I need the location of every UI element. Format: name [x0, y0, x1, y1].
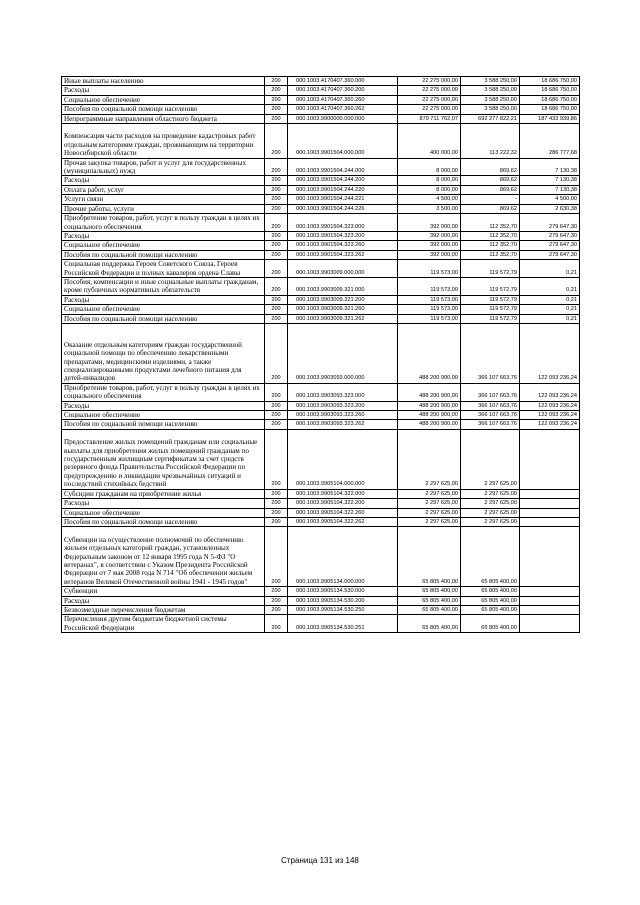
row-name: Расходы	[62, 499, 265, 508]
row-vr-code: 200	[265, 305, 288, 314]
row-remaining-amount: 122 093 236,24	[520, 420, 580, 429]
row-budget-code: 000.1003.9901504.323.262	[288, 250, 398, 259]
row-budget-code: 000.1003.9903009.000.000	[288, 260, 398, 278]
row-budget-code: 000.1003.9905134.000.000	[288, 527, 398, 587]
row-vr-code: 200	[265, 214, 288, 232]
row-budget-code: 000.1003.9905104.000.000	[288, 429, 398, 489]
row-name: Прочие работы, услуги	[62, 204, 265, 213]
row-approved-amount: 65 805 400,00	[398, 596, 461, 605]
row-name: Перечисления другим бюджетам бюджетной системы Российской Федерации	[62, 615, 265, 633]
row-name: Расходы	[62, 295, 265, 304]
row-name: Социальное обеспечение	[62, 95, 265, 104]
row-remaining-amount	[520, 499, 580, 508]
row-name: Непрограммные направления областного бюджета	[62, 114, 265, 123]
row-name: Социальное обеспечение	[62, 411, 265, 420]
row-remaining-amount: 18 686 750,00	[520, 105, 580, 114]
row-name: Субвенции	[62, 587, 265, 596]
row-approved-amount: 2 297 625,00	[398, 517, 461, 526]
row-remaining-amount: 279 647,30	[520, 241, 580, 250]
row-executed-amount: 112 352,70	[461, 231, 520, 240]
row-vr-code: 200	[265, 241, 288, 250]
table-row	[62, 114, 580, 123]
row-budget-code: 000.1003.9901504.323.200	[288, 231, 398, 240]
row-vr-code: 200	[265, 596, 288, 605]
budget-table	[61, 76, 580, 633]
row-budget-code: 000.1003.9901504.244.000	[288, 158, 398, 176]
table-row	[62, 508, 580, 517]
row-vr-code: 200	[265, 323, 288, 383]
row-executed-amount: 869,62	[461, 158, 520, 176]
row-vr-code: 200	[265, 86, 288, 95]
row-approved-amount: 8 000,00	[398, 185, 461, 194]
row-approved-amount: 2 297 625,00	[398, 429, 461, 489]
table-row	[62, 323, 580, 383]
row-executed-amount: 2 297 625,00	[461, 508, 520, 517]
row-executed-amount: 3 588 250,00	[461, 105, 520, 114]
row-approved-amount: 119 573,00	[398, 295, 461, 304]
row-budget-code: 000.1003.9901504.244.226	[288, 204, 398, 213]
row-budget-code: 000.1003.9901504.244.221	[288, 195, 398, 204]
row-executed-amount: 2 297 625,00	[461, 429, 520, 489]
row-executed-amount: 692 277 822,21	[461, 114, 520, 123]
row-remaining-amount: 0,21	[520, 277, 580, 295]
table-row	[62, 124, 580, 159]
row-name: Субвенции на осуществление полномочий по обеспечению жильем отдельных категорий граждан, установленных Федеральным законом от 12 января 1995 года N 5-ФЗ "О ветеранах", в соответствии с Указом Президента Российской Федерации от 7 мая 2008 года N 714 "Об обеспечении жильем ветеранов Великой Отечественной войны 1941 - 1945 годов"	[62, 527, 265, 587]
table-row	[62, 615, 580, 633]
row-approved-amount: 22 275 000,00	[398, 105, 461, 114]
row-remaining-amount: 187 433 939,86	[520, 114, 580, 123]
row-vr-code: 200	[265, 401, 288, 410]
row-vr-code: 200	[265, 499, 288, 508]
row-name: Пособия по социальной помощи населению	[62, 517, 265, 526]
row-remaining-amount: 122 093 236,24	[520, 383, 580, 401]
row-name: Расходы	[62, 401, 265, 410]
row-budget-code: 000.1003.9900000.000.000	[288, 114, 398, 123]
row-executed-amount: 366 107 663,76	[461, 420, 520, 429]
table-row	[62, 195, 580, 204]
row-budget-code: 000.1003.9905134.530.251	[288, 615, 398, 633]
row-approved-amount: 488 200 900,00	[398, 323, 461, 383]
row-approved-amount: 2 297 625,00	[398, 499, 461, 508]
row-name: Пособия, компенсации и иные социальные выплаты гражданам, кроме публичных нормативных обязательств	[62, 277, 265, 295]
row-vr-code: 200	[265, 158, 288, 176]
row-remaining-amount: 279 647,30	[520, 214, 580, 232]
row-budget-code: 000.1003.9903009.321.260	[288, 305, 398, 314]
row-approved-amount: 488 200 900,00	[398, 411, 461, 420]
row-remaining-amount: 18 686 750,00	[520, 95, 580, 104]
row-budget-code: 000.1003.4170407.360.260	[288, 95, 398, 104]
row-remaining-amount	[520, 605, 580, 614]
table-row	[62, 231, 580, 240]
row-executed-amount: -	[461, 195, 520, 204]
row-executed-amount: 366 107 663,76	[461, 323, 520, 383]
row-budget-code: 000.1003.9905134.530.200	[288, 596, 398, 605]
row-vr-code: 200	[265, 204, 288, 213]
row-executed-amount: 119 572,79	[461, 260, 520, 278]
row-approved-amount: 392 000,00	[398, 231, 461, 240]
row-remaining-amount	[520, 596, 580, 605]
row-executed-amount: 112 352,70	[461, 241, 520, 250]
row-name: Пособия по социальной помощи населению	[62, 314, 265, 323]
table-row	[62, 314, 580, 323]
table-row	[62, 295, 580, 304]
row-remaining-amount	[520, 429, 580, 489]
row-remaining-amount: 122 093 236,24	[520, 411, 580, 420]
row-budget-code: 000.1003.9905134.530.000	[288, 587, 398, 596]
table-row	[62, 214, 580, 232]
row-executed-amount: 3 588 250,00	[461, 95, 520, 104]
row-executed-amount: 112 352,70	[461, 250, 520, 259]
row-approved-amount: 2 297 625,00	[398, 489, 461, 498]
row-approved-amount: 8 000,00	[398, 176, 461, 185]
table-row	[62, 499, 580, 508]
row-budget-code: 000.1003.9903093.323.262	[288, 420, 398, 429]
row-name: Оказание отдельным категориям граждан государственной социальной помощи по обеспечению лекарственными препаратами, медицинскими изделиями, а также специализированными продуктами лечебного питания для детей-инвалидов	[62, 323, 265, 383]
row-approved-amount: 65 805 400,00	[398, 605, 461, 614]
row-vr-code: 200	[265, 517, 288, 526]
row-approved-amount: 488 200 900,00	[398, 383, 461, 401]
row-remaining-amount: 4 500,00	[520, 195, 580, 204]
row-executed-amount: 113 222,32	[461, 124, 520, 159]
table-row	[62, 95, 580, 104]
row-remaining-amount	[520, 587, 580, 596]
table-body	[62, 77, 580, 633]
row-vr-code: 200	[265, 295, 288, 304]
row-executed-amount: 869,62	[461, 204, 520, 213]
table-row	[62, 86, 580, 95]
row-remaining-amount: 279 647,30	[520, 250, 580, 259]
row-approved-amount: 4 500,00	[398, 195, 461, 204]
table-row	[62, 105, 580, 114]
row-approved-amount: 488 200 900,00	[398, 420, 461, 429]
row-vr-code: 200	[265, 615, 288, 633]
row-budget-code: 000.1003.9901504.244.200	[288, 176, 398, 185]
row-remaining-amount	[520, 615, 580, 633]
row-vr-code: 200	[265, 185, 288, 194]
row-vr-code: 200	[265, 314, 288, 323]
row-remaining-amount: 18 686 750,00	[520, 86, 580, 95]
row-approved-amount: 488 200 900,00	[398, 401, 461, 410]
table-row	[62, 158, 580, 176]
row-vr-code: 200	[265, 105, 288, 114]
row-vr-code: 200	[265, 489, 288, 498]
row-remaining-amount: 18 686 750,00	[520, 77, 580, 86]
row-name: Расходы	[62, 176, 265, 185]
table-row	[62, 587, 580, 596]
row-name: Субсидии гражданам на приобретение жилья	[62, 489, 265, 498]
table-row	[62, 596, 580, 605]
row-remaining-amount	[520, 517, 580, 526]
table-row	[62, 250, 580, 259]
row-remaining-amount: 2 630,38	[520, 204, 580, 213]
row-remaining-amount: 279 647,30	[520, 231, 580, 240]
table-row	[62, 517, 580, 526]
table-row	[62, 185, 580, 194]
row-remaining-amount: 122 093 236,24	[520, 401, 580, 410]
table-row	[62, 420, 580, 429]
row-vr-code: 200	[265, 508, 288, 517]
row-executed-amount: 3 588 250,00	[461, 77, 520, 86]
row-budget-code: 000.1003.9905134.530.250	[288, 605, 398, 614]
row-vr-code: 200	[265, 420, 288, 429]
row-approved-amount: 119 573,00	[398, 260, 461, 278]
row-executed-amount: 65 805 400,00	[461, 605, 520, 614]
row-approved-amount: 22 275 000,00	[398, 77, 461, 86]
row-budget-code: 000.1003.4170407.360.200	[288, 86, 398, 95]
row-approved-amount: 119 573,00	[398, 314, 461, 323]
row-vr-code: 200	[265, 411, 288, 420]
table-row	[62, 204, 580, 213]
row-approved-amount: 392 000,00	[398, 250, 461, 259]
row-budget-code: 000.1003.9901504.323.000	[288, 214, 398, 232]
row-name: Социальное обеспечение	[62, 305, 265, 314]
row-name: Компенсация части расходов на проведение кадастровых работ отдельным категориям граждан, проживающим на территории Новосибирской области	[62, 124, 265, 159]
table-row	[62, 489, 580, 498]
row-budget-code: 000.1003.9903093.000.000	[288, 323, 398, 383]
row-approved-amount: 392 000,00	[398, 214, 461, 232]
row-approved-amount: 65 805 400,00	[398, 587, 461, 596]
row-executed-amount: 112 352,70	[461, 214, 520, 232]
row-remaining-amount: 0,21	[520, 295, 580, 304]
row-name: Иные выплаты населению	[62, 77, 265, 86]
row-executed-amount: 2 297 625,00	[461, 517, 520, 526]
row-executed-amount: 65 805 400,00	[461, 587, 520, 596]
row-approved-amount: 879 711 762,07	[398, 114, 461, 123]
row-name: Приобретение товаров, работ, услуг в пользу граждан в целях их социального обеспечения	[62, 383, 265, 401]
row-executed-amount: 366 107 663,76	[461, 411, 520, 420]
row-approved-amount: 8 000,00	[398, 158, 461, 176]
row-approved-amount: 400 000,00	[398, 124, 461, 159]
page-footer: Страница 131 из 148	[281, 856, 359, 865]
row-vr-code: 200	[265, 527, 288, 587]
row-executed-amount: 119 572,79	[461, 305, 520, 314]
row-vr-code: 200	[265, 124, 288, 159]
row-name: Расходы	[62, 86, 265, 95]
row-name: Расходы	[62, 596, 265, 605]
row-vr-code: 200	[265, 250, 288, 259]
row-approved-amount: 2 297 625,00	[398, 508, 461, 517]
row-name: Расходы	[62, 231, 265, 240]
table-row	[62, 77, 580, 86]
row-budget-code: 000.1003.9903009.321.200	[288, 295, 398, 304]
table-row	[62, 176, 580, 185]
row-budget-code: 000.1003.9903093.323.260	[288, 411, 398, 420]
row-name: Оплата работ, услуг	[62, 185, 265, 194]
row-vr-code: 200	[265, 95, 288, 104]
row-budget-code: 000.1003.9901504.244.220	[288, 185, 398, 194]
row-executed-amount: 119 572,79	[461, 295, 520, 304]
row-executed-amount: 65 805 400,00	[461, 596, 520, 605]
table-row	[62, 260, 580, 278]
row-name: Социальная поддержка Героев Советского Союза, Героев Российской Федерации и полных кавалеров ордена Славы	[62, 260, 265, 278]
row-budget-code: 000.1003.4170407.360.262	[288, 105, 398, 114]
row-executed-amount: 3 588 250,00	[461, 86, 520, 95]
row-approved-amount: 65 805 400,00	[398, 527, 461, 587]
table-row	[62, 411, 580, 420]
row-executed-amount: 869,62	[461, 176, 520, 185]
row-vr-code: 200	[265, 114, 288, 123]
row-executed-amount: 2 297 625,00	[461, 499, 520, 508]
row-vr-code: 200	[265, 429, 288, 489]
row-remaining-amount: 7 130,38	[520, 176, 580, 185]
row-executed-amount: 119 572,79	[461, 277, 520, 295]
row-name: Безвозмездные перечисления бюджетам	[62, 605, 265, 614]
row-remaining-amount: 286 777,68	[520, 124, 580, 159]
row-vr-code: 200	[265, 77, 288, 86]
row-vr-code: 200	[265, 277, 288, 295]
row-budget-code: 000.1003.9905104.322.000	[288, 489, 398, 498]
table-row	[62, 305, 580, 314]
row-remaining-amount	[520, 489, 580, 498]
row-vr-code: 200	[265, 260, 288, 278]
row-vr-code: 200	[265, 605, 288, 614]
row-remaining-amount: 7 130,38	[520, 185, 580, 194]
table-row	[62, 383, 580, 401]
row-executed-amount: 119 572,79	[461, 314, 520, 323]
row-name: Пособия по социальной помощи населению	[62, 420, 265, 429]
table-row	[62, 527, 580, 587]
row-budget-code: 000.1003.9903093.323.000	[288, 383, 398, 401]
row-name: Социальное обеспечение	[62, 241, 265, 250]
row-approved-amount: 3 500,00	[398, 204, 461, 213]
table-row	[62, 401, 580, 410]
row-name: Социальное обеспечение	[62, 508, 265, 517]
row-executed-amount: 2 297 625,00	[461, 489, 520, 498]
table-row	[62, 241, 580, 250]
row-vr-code: 200	[265, 195, 288, 204]
row-executed-amount: 366 107 663,76	[461, 383, 520, 401]
budget-sheet	[61, 76, 579, 633]
row-name: Приобретение товаров, работ, услуг в пользу граждан в целях их социального обеспечения	[62, 214, 265, 232]
row-budget-code: 000.1003.9905104.322.200	[288, 499, 398, 508]
row-approved-amount: 22 275 000,00	[398, 95, 461, 104]
row-budget-code: 000.1003.9905104.322.262	[288, 517, 398, 526]
row-approved-amount: 119 573,00	[398, 277, 461, 295]
row-remaining-amount	[520, 508, 580, 517]
row-remaining-amount: 0,21	[520, 314, 580, 323]
row-executed-amount: 869,62	[461, 185, 520, 194]
row-remaining-amount: 0,21	[520, 260, 580, 278]
row-name: Прочая закупка товаров, работ и услуг для государственных (муниципальных) нужд	[62, 158, 265, 176]
row-budget-code: 000.1003.9901504.000.000	[288, 124, 398, 159]
row-approved-amount: 65 805 400,00	[398, 615, 461, 633]
row-name: Предоставление жилых помещений гражданам или социальные выплаты для приобретения жилых помещений гражданам по государственным жилищным сертификатам за счет средств резервного фонда Правительства Российской Федерации по предупреждению и ликвидации чрезвычайных ситуаций и последствий стихийных бедствий	[62, 429, 265, 489]
row-budget-code: 000.1003.9903009.321.000	[288, 277, 398, 295]
row-executed-amount: 65 805 400,00	[461, 615, 520, 633]
table-row	[62, 429, 580, 489]
row-budget-code: 000.1003.9903093.323.200	[288, 401, 398, 410]
row-budget-code: 000.1003.4170407.360.000	[288, 77, 398, 86]
row-budget-code: 000.1003.9903009.321.262	[288, 314, 398, 323]
row-budget-code: 000.1003.9905104.322.260	[288, 508, 398, 517]
row-name: Пособия по социальной помощи населению	[62, 250, 265, 259]
row-executed-amount: 366 107 663,76	[461, 401, 520, 410]
row-name: Услуги связи	[62, 195, 265, 204]
table-row	[62, 277, 580, 295]
row-remaining-amount: 122 093 236,24	[520, 323, 580, 383]
table-row	[62, 605, 580, 614]
row-name: Пособия по социальной помощи населению	[62, 105, 265, 114]
row-vr-code: 200	[265, 231, 288, 240]
row-remaining-amount: 7 130,38	[520, 158, 580, 176]
row-vr-code: 200	[265, 587, 288, 596]
row-approved-amount: 22 275 000,00	[398, 86, 461, 95]
row-vr-code: 200	[265, 176, 288, 185]
row-remaining-amount	[520, 527, 580, 587]
row-approved-amount: 119 573,00	[398, 305, 461, 314]
row-approved-amount: 392 000,00	[398, 241, 461, 250]
row-remaining-amount: 0,21	[520, 305, 580, 314]
row-vr-code: 200	[265, 383, 288, 401]
row-budget-code: 000.1003.9901504.323.260	[288, 241, 398, 250]
row-executed-amount: 65 805 400,00	[461, 527, 520, 587]
